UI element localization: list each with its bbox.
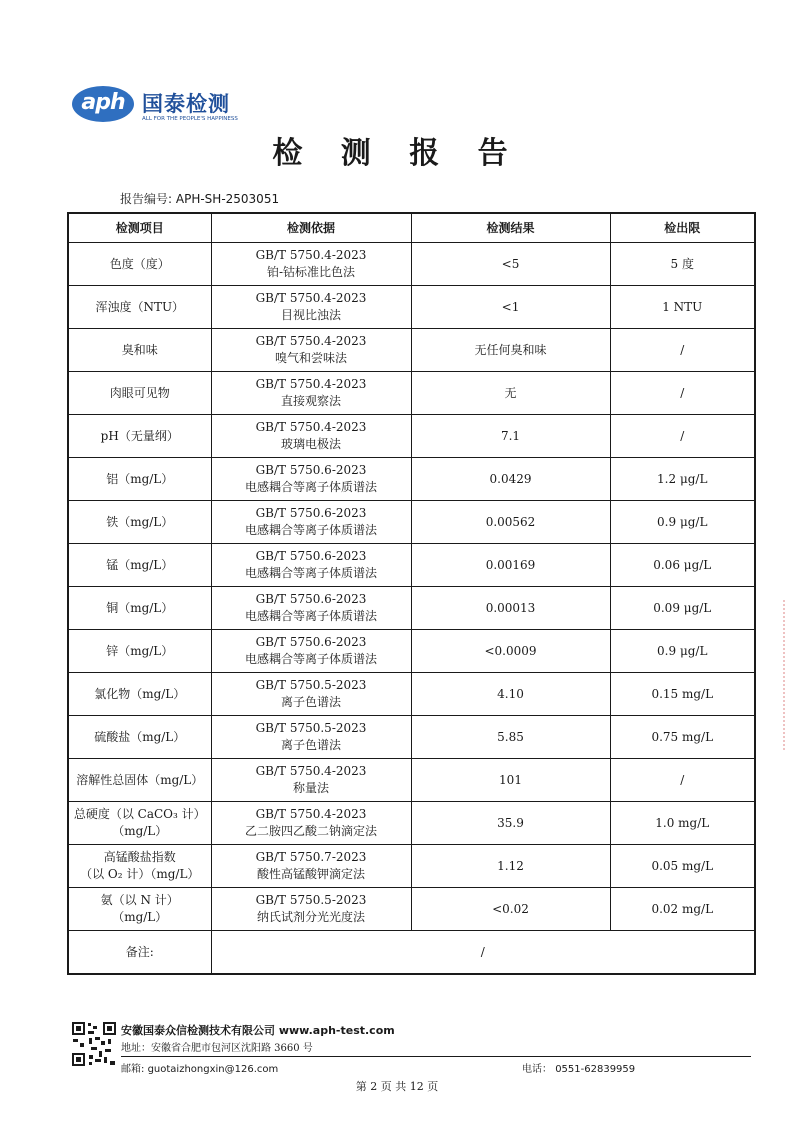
cell-result: 无	[411, 372, 610, 415]
table-row	[68, 544, 755, 587]
cell-result: 1.12	[411, 845, 610, 888]
item-name: 色度（度）	[109, 256, 170, 271]
cell-basis	[211, 845, 411, 888]
basis-method: 玻璃电极法	[280, 437, 341, 451]
table-row	[68, 630, 755, 673]
table-row	[68, 458, 755, 501]
basis-method: 电感耦合等离子体质谱法	[244, 652, 377, 666]
cell-basis	[211, 673, 411, 716]
cell-limit: /	[610, 329, 755, 372]
item-name: 高锰酸盐指数	[103, 850, 176, 864]
header-item: 检测项目	[68, 213, 211, 243]
cell-result: 7.1	[411, 415, 610, 458]
basis-method: 铂-钴标准比色法	[266, 265, 356, 279]
table-row	[68, 716, 755, 759]
cell-limit: 5 度	[610, 243, 755, 286]
cell-item	[68, 458, 211, 501]
table-row	[68, 501, 755, 544]
item-name: 铝（mg/L）	[106, 471, 174, 486]
basis-standard: GB/T 5750.5-2023	[255, 678, 367, 692]
cell-basis	[211, 501, 411, 544]
basis-standard: GB/T 5750.5-2023	[255, 721, 367, 735]
cell-result: 0.00013	[411, 587, 610, 630]
cell-basis	[211, 888, 411, 931]
cell-limit: 0.9 μg/L	[610, 630, 755, 673]
item-name: 溶解性总固体（mg/L）	[76, 772, 204, 787]
footer-divider	[121, 1056, 751, 1057]
cell-basis	[211, 587, 411, 630]
cell-basis	[211, 286, 411, 329]
cell-item	[68, 673, 211, 716]
basis-method: 酸性高锰酸钾滴定法	[256, 867, 365, 881]
email-value: guotaizhongxin@126.com	[147, 1064, 279, 1075]
cell-result: 无任何臭和味	[411, 329, 610, 372]
basis-method: 离子色谱法	[280, 695, 341, 709]
item-name: 氯化物（mg/L）	[94, 686, 186, 701]
item-name: 锌（mg/L）	[106, 643, 174, 658]
header-result: 检测结果	[411, 213, 610, 243]
cell-basis	[211, 329, 411, 372]
note-value: /	[211, 931, 755, 975]
cell-basis	[211, 415, 411, 458]
header-limit: 检出限	[610, 213, 755, 243]
cell-item	[68, 845, 211, 888]
item-name: 锰（mg/L）	[106, 557, 174, 572]
table-row	[68, 587, 755, 630]
footer-phone	[522, 1060, 635, 1075]
item-name: 总硬度（以 CaCO₃ 计）	[73, 807, 206, 821]
cell-item	[68, 415, 211, 458]
basis-method: 离子色谱法	[280, 738, 341, 752]
basis-standard: GB/T 5750.6-2023	[255, 506, 367, 520]
basis-standard: GB/T 5750.6-2023	[255, 592, 367, 606]
item-name: 铁（mg/L）	[106, 514, 174, 529]
basis-method: 目视比浊法	[280, 308, 341, 322]
cell-basis	[211, 372, 411, 415]
cell-limit: 1.2 μg/L	[610, 458, 755, 501]
cell-result: 0.00562	[411, 501, 610, 544]
cell-item	[68, 372, 211, 415]
table-row	[68, 243, 755, 286]
item-unit: （mg/L）	[112, 910, 168, 924]
results-table	[67, 212, 756, 975]
report-title: 检 测 报 告	[272, 136, 522, 171]
phone-label: 电话：	[522, 1064, 552, 1075]
basis-standard: GB/T 5750.6-2023	[255, 549, 367, 563]
basis-method: 电感耦合等离子体质谱法	[244, 523, 377, 537]
cell-basis	[211, 716, 411, 759]
item-name: 硫酸盐（mg/L）	[94, 729, 186, 744]
cell-limit: /	[610, 372, 755, 415]
cell-item	[68, 286, 211, 329]
basis-standard: GB/T 5750.4-2023	[255, 334, 367, 348]
cell-item	[68, 243, 211, 286]
note-label: 备注:	[68, 931, 211, 975]
cell-limit: 0.9 μg/L	[610, 501, 755, 544]
basis-standard: GB/T 5750.6-2023	[255, 463, 367, 477]
cell-item	[68, 544, 211, 587]
table-row	[68, 415, 755, 458]
report-number-value: APH-SH-2503051	[175, 192, 280, 206]
table-row	[68, 673, 755, 716]
cell-item	[68, 802, 211, 845]
basis-standard: GB/T 5750.6-2023	[255, 635, 367, 649]
footer-address: 地址：安徽省合肥市包河区沈阳路 3660 号	[121, 1043, 313, 1054]
cell-item	[68, 888, 211, 931]
item-name: 臭和味	[121, 342, 158, 357]
cell-result: 4.10	[411, 673, 610, 716]
basis-standard: GB/T 5750.7-2023	[255, 850, 367, 864]
cell-result: 0.0429	[411, 458, 610, 501]
cell-result: <0.0009	[411, 630, 610, 673]
cell-result: <1	[411, 286, 610, 329]
basis-method: 直接观察法	[280, 394, 341, 408]
basis-standard: GB/T 5750.5-2023	[255, 893, 367, 907]
cell-limit: 0.75 mg/L	[610, 716, 755, 759]
cell-item	[68, 630, 211, 673]
basis-method: 乙二胺四乙酸二钠滴定法	[244, 824, 377, 838]
email-label: 邮箱:	[121, 1064, 145, 1075]
cell-basis	[211, 630, 411, 673]
seal-stamp-edge	[783, 600, 794, 750]
table-row	[68, 372, 755, 415]
report-number-label: 报告编号:	[120, 192, 173, 206]
basis-standard: GB/T 5750.4-2023	[255, 420, 367, 434]
cell-limit: 1 NTU	[610, 286, 755, 329]
results-body	[68, 243, 755, 931]
cell-limit: /	[610, 415, 755, 458]
item-name: 浑浊度（NTU）	[95, 299, 185, 314]
item-unit: （以 O₂ 计）（mg/L）	[80, 867, 200, 881]
cell-result: 101	[411, 759, 610, 802]
item-name: 氨（以 N 计）	[100, 893, 179, 907]
cell-limit: /	[610, 759, 755, 802]
logo-slogan: ALL FOR THE PEOPLE'S HAPPINESS	[142, 116, 238, 122]
table-row	[68, 888, 755, 931]
cell-basis	[211, 802, 411, 845]
page-number: 第 2 页 共 12 页	[355, 1080, 439, 1093]
table-row	[68, 759, 755, 802]
header-basis: 检测依据	[211, 213, 411, 243]
footer-company: 安徽国泰众信检测技术有限公司 www.aph-test.com	[121, 1024, 395, 1037]
item-name: pH（无量纲）	[100, 428, 179, 443]
basis-method: 嗅气和尝味法	[274, 351, 347, 365]
item-name: 铜（mg/L）	[106, 600, 174, 615]
cell-limit: 0.15 mg/L	[610, 673, 755, 716]
cell-result: 35.9	[411, 802, 610, 845]
basis-method: 电感耦合等离子体质谱法	[244, 609, 377, 623]
cell-basis	[211, 759, 411, 802]
cell-item	[68, 501, 211, 544]
basis-standard: GB/T 5750.4-2023	[255, 807, 367, 821]
cell-item	[68, 329, 211, 372]
cell-limit: 1.0 mg/L	[610, 802, 755, 845]
cell-limit: 0.09 μg/L	[610, 587, 755, 630]
cell-result: 5.85	[411, 716, 610, 759]
cell-limit: 0.05 mg/L	[610, 845, 755, 888]
cell-basis	[211, 243, 411, 286]
table-row	[68, 845, 755, 888]
cell-result: <0.02	[411, 888, 610, 931]
basis-standard: GB/T 5750.4-2023	[255, 377, 367, 391]
basis-method: 称量法	[292, 781, 329, 795]
basis-standard: GB/T 5750.4-2023	[255, 248, 367, 262]
cell-item	[68, 716, 211, 759]
logo-company-name: 国泰检测	[142, 92, 230, 116]
footer-email	[121, 1060, 278, 1075]
note-row	[68, 931, 755, 975]
aph-logo-mark: aph	[72, 86, 134, 122]
cell-limit: 0.06 μg/L	[610, 544, 755, 587]
cell-item	[68, 587, 211, 630]
phone-value: 0551-62839959	[555, 1064, 636, 1075]
cell-limit: 0.02 mg/L	[610, 888, 755, 931]
item-name: 肉眼可见物	[109, 385, 170, 400]
cell-result: <5	[411, 243, 610, 286]
basis-method: 纳氏试剂分光光度法	[256, 910, 365, 924]
cell-basis	[211, 458, 411, 501]
cell-item	[68, 759, 211, 802]
table-header-row	[68, 213, 755, 243]
basis-standard: GB/T 5750.4-2023	[255, 764, 367, 778]
basis-standard: GB/T 5750.4-2023	[255, 291, 367, 305]
table-row	[68, 286, 755, 329]
basis-method: 电感耦合等离子体质谱法	[244, 566, 377, 580]
company-logo	[72, 86, 272, 126]
table-row	[68, 329, 755, 372]
qr-code-icon	[71, 1021, 117, 1067]
item-unit: （mg/L）	[112, 824, 168, 838]
cell-basis	[211, 544, 411, 587]
report-number	[120, 190, 279, 207]
cell-result: 0.00169	[411, 544, 610, 587]
basis-method: 电感耦合等离子体质谱法	[244, 480, 377, 494]
table-row	[68, 802, 755, 845]
